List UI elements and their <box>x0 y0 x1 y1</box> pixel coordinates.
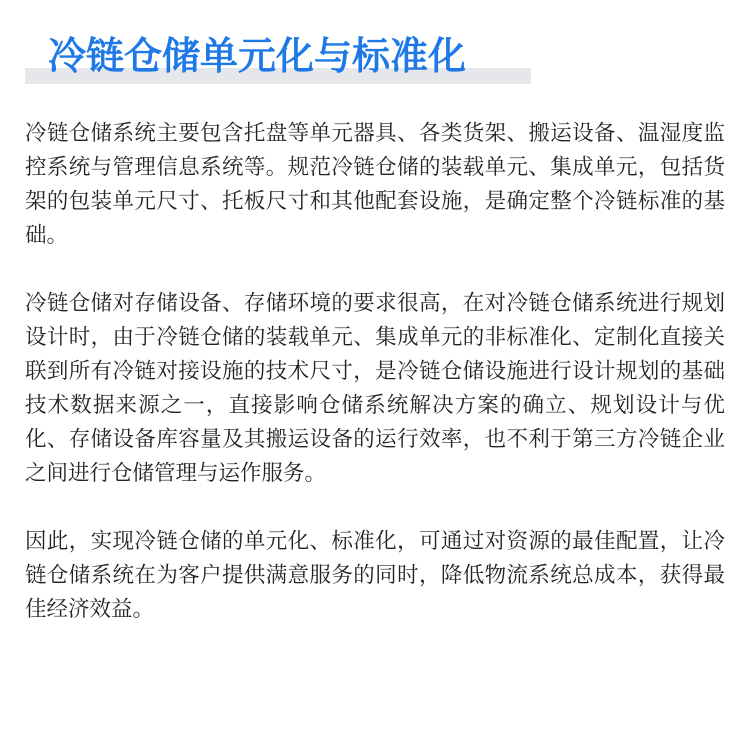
page-title: 冷链仓储单元化与标准化 <box>48 34 467 78</box>
paragraph-1: 冷链仓储系统主要包含托盘等单元器具、各类货架、搬运设备、温湿度监控系统与管理信息系统等。规范冷链仓储的装载单元、集成单元，包括货架的包装单元尺寸、托板尺寸和其他配套设施，是确定整个冷链标准的基础。 <box>25 121 725 248</box>
paragraph-3: 因此，实现冷链仓储的单元化、标准化，可通过对资源的最佳配置，让冷链仓储系统在为客户提供满意服务的同时，降低物流系统总成本，获得最佳经济效益。 <box>25 529 725 622</box>
article-body <box>25 117 725 661</box>
title-block <box>25 28 531 84</box>
paragraph-2: 冷链仓储对存储设备、存储环境的要求很高，在对冷链仓储系统进行规划设计时，由于冷链仓储的装载单元、集成单元的非标准化、定制化直接关联到所有冷链对接设施的技术尺寸，是冷链仓储设施进行设计规划的基础技术数据来源之一，直接影响仓储系统解决方案的确立、规划设计与优化、存储设备库容量及其搬运设备的运行效率，也不利于第三方冷链企业之间进行仓储管理与运作服务。 <box>25 291 725 486</box>
